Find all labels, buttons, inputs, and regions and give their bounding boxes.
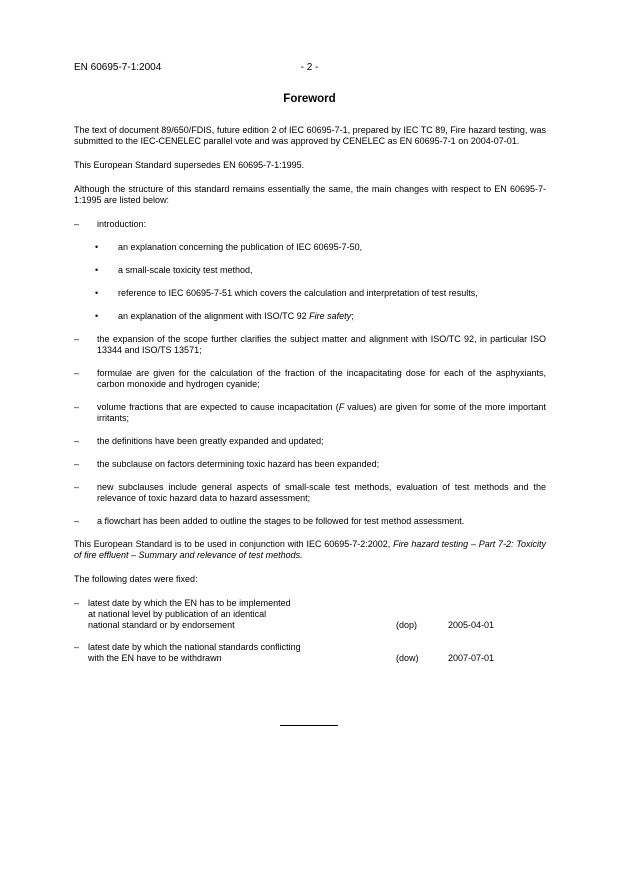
bullet-text: a small-scale toxicity test method, [118,265,253,275]
dash-marker: – [74,598,80,608]
dash-marker: – [74,402,80,412]
date-row-dop [74,598,546,631]
list-item-change [74,368,546,390]
dash-marker: – [74,334,80,344]
conjunction-text: This European Standard is to be used in conjunction with IEC 60695-7-2:2002, [74,539,394,549]
date-code: (dow) [396,653,419,663]
dash-marker: – [74,219,80,229]
date-value: 2005-04-01 [448,620,495,630]
end-rule [280,725,338,726]
list-item-italic: F [338,402,345,412]
bullet-marker: • [95,311,99,321]
bullet-marker: • [95,265,99,275]
date-row-dow [74,642,546,664]
bullet-marker: • [95,242,99,252]
document-body [74,125,546,675]
bullet-text: an explanation of the alignment with ISO/TC 92 [118,311,310,321]
dash-marker: – [74,642,80,652]
date-description-line: latest date by which the national standards conflicting [88,642,301,652]
dash-marker: – [74,436,80,446]
bullet-text-italic: Fire safety [309,311,352,321]
bullet-item [74,265,546,276]
conjunction-title-italic: Fire hazard testing – Part 7-2: Toxicity of fire effluent – Summary and relevance of test methods. [74,539,546,560]
list-item-text-end: values) are given for some of the more important irritants; [97,402,546,423]
bullet-text: an explanation concerning the publication of IEC 60695-7-50, [118,242,363,252]
page-number: - 2 - [300,62,319,73]
paragraph-dates-intro: The following dates were fixed: [74,574,198,584]
bullet-marker: • [95,288,99,298]
document-id: EN 60695-7-1:2004 [74,62,162,73]
date-description [88,598,378,631]
list-item-change [74,436,546,447]
date-value: 2007-07-01 [448,653,495,663]
dash-marker: – [74,516,80,526]
bullet-item [74,288,546,299]
list-item-text: the subclause on factors determining toxic hazard has been expanded; [97,459,380,469]
list-item-text: formulae are given for the calculation of the fraction of the incapacitating dose for each of the asphyxiants, carbon monoxide and hydrogen cyanide; [97,368,546,389]
dash-marker: – [74,459,80,469]
paragraph-supersedes: This European Standard supersedes EN 60695-7-1:1995. [74,160,305,170]
date-description [88,642,378,664]
bullet-item [74,242,546,253]
date-description-line: national standard or by endorsement [88,620,235,630]
paragraph-changes-intro: Although the structure of this standard remains essentially the same, the main changes with respect to EN 60695-7-1:1995 are listed below: [74,184,546,205]
list-item-text: a flowchart has been added to outline the stages to be followed for test method assessment. [97,516,465,526]
dash-marker: – [74,368,80,378]
bullet-item [74,311,546,322]
list-item-text: the definitions have been greatly expanded and updated; [97,436,324,446]
bullet-text-end: ; [351,311,354,321]
paragraph-fdis: The text of document 89/650/FDIS, future edition 2 of IEC 60695-7-1, prepared by IEC TC 89, Fire hazard testing, was submitted to the IEC-CENELEC parallel vote and was approved by CENELEC as EN 60695-7-1 on 2004-07-01. [74,125,546,146]
page-title: Foreword [283,93,336,105]
dash-marker: – [74,482,80,492]
list-item-change [74,402,546,424]
list-item-change [74,334,546,356]
list-item-text: new subclauses include general aspects of small-scale test methods, evaluation of test methods and the relevance of toxic hazard data to hazard assessment; [97,482,546,503]
bullet-text: reference to IEC 60695-7-51 which covers the calculation and interpretation of test results, [118,288,478,298]
list-item-text: the expansion of the scope further clarifies the subject matter and alignment with ISO/TC 92, in particular ISO 13344 and ISO/TS 13571; [97,334,546,355]
paragraph-conjunction [74,539,546,561]
list-item-change [74,459,546,470]
date-description-line: latest date by which the EN has to be implemented [88,598,291,608]
list-item-change [74,516,546,527]
list-item-text: introduction: [97,219,147,229]
list-item-change [74,482,546,504]
date-description-line: with the EN have to be withdrawn [88,653,222,663]
list-item-introduction [74,219,546,230]
list-item-text: volume fractions that are expected to cause incapacitation ( [97,402,339,412]
date-description-line: at national level by publication of an identical [88,609,267,619]
date-code: (dop) [396,620,418,630]
